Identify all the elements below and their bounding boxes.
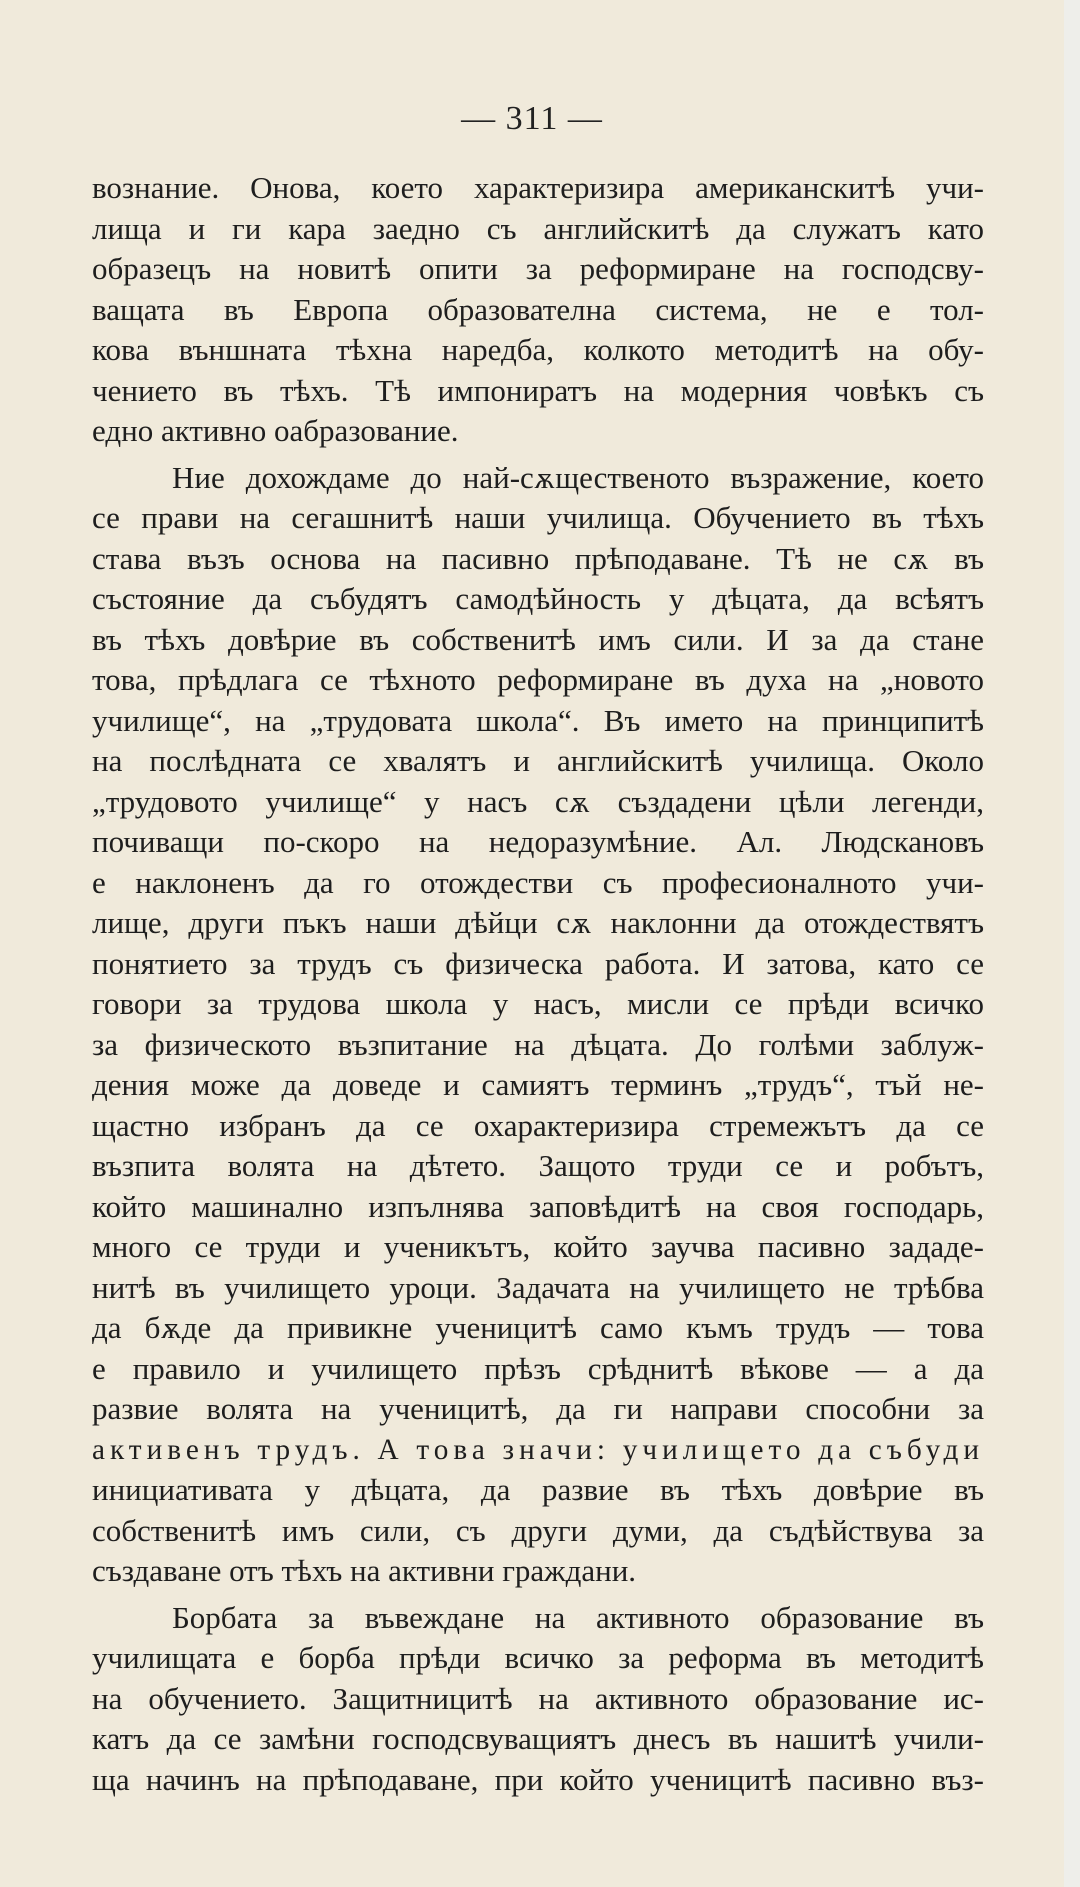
- text-line: дения може да доведе и самиятъ терминъ „трудъ“, тъй не-: [92, 1067, 984, 1102]
- text-line: ща начинъ на прѣподаване, при който ученицитѣ пасивно въз-: [92, 1761, 984, 1797]
- text-line: развие волята на ученицитѣ, да ги направи способни за: [92, 1391, 984, 1426]
- text-line: училище“, на „трудовата школа“. Въ името на принципитѣ: [92, 702, 984, 738]
- text-line: говори за трудова школа у насъ, мисли се прѣди всичко: [92, 986, 984, 1021]
- text-line: лище, други пъкъ наши дѣйци сѫ наклонни да отождествятъ: [92, 905, 984, 940]
- text-line: лища и ги кара заедно съ английскитѣ да служатъ като: [92, 210, 984, 246]
- text-line: се прави на сегашнитѣ наши училища. Обучението въ тѣхъ: [92, 500, 984, 535]
- page-number: — 311 —: [461, 100, 603, 137]
- page-edge: [1064, 0, 1080, 1887]
- text-line: училищата е борба прѣди всичко за реформа въ методитѣ: [92, 1640, 984, 1675]
- text-line: образецъ на новитѣ опити за реформиране на господсву-: [92, 251, 984, 286]
- text-line: на обучението. Защитницитѣ на активното образование ис-: [92, 1680, 984, 1716]
- text-line: инициативата у дѣцата, да развие въ тѣхъ довѣрие въ: [92, 1472, 984, 1507]
- text-line: „трудовото училище“ у насъ сѫ създадени цѣли легенди,: [92, 783, 984, 819]
- text-line: щастно избранъ да се охарактеризира стремежътъ да се: [92, 1107, 984, 1143]
- text-line: Ние дохождаме до най-сѫщественото възражение, което: [172, 459, 984, 495]
- text-line: понятието за трудъ съ физическа работа. И затова, като се: [92, 945, 984, 981]
- text-line: на послѣдната се хвалятъ и английскитѣ училища. Около: [92, 743, 984, 778]
- text-line: създаване отъ тѣхъ на активни граждани.: [92, 1553, 637, 1588]
- text-line: Борбата за въвеждане на активното образование въ: [172, 1599, 984, 1635]
- text-line: едно активно оабразование.: [92, 413, 459, 448]
- text-line: е наклоненъ да го отождестви съ професионалното учи-: [92, 864, 984, 900]
- text-line: въ тѣхъ довѣрие въ собственитѣ имъ сили. И за да стане: [92, 621, 984, 657]
- text-line: възпита волята на дѣтето. Защото труди се и робътъ,: [92, 1148, 984, 1183]
- text-line: състояние да събудятъ самодѣйность у дѣцата, да всѣятъ: [92, 581, 984, 616]
- body-text: [92, 168, 984, 1800]
- text-line: който машинално изпълнява заповѣдитѣ на своя господарь,: [92, 1188, 984, 1224]
- paragraph-3: [92, 1598, 984, 1801]
- text-line: почиващи по-скоро на недоразумѣние. Ал. Людскановъ: [92, 824, 984, 859]
- text-line: много се труди и ученикътъ, който заучва пасивно зададе-: [92, 1229, 984, 1264]
- text-line: е правило и училището прѣзъ срѣднитѣ вѣкове — а да: [92, 1350, 984, 1386]
- text-line: това, прѣдлага се тѣхното реформиране въ духа на „новото: [92, 662, 984, 697]
- text-line: за физическото възпитание на дѣцата. До голѣми заблуж-: [92, 1026, 984, 1062]
- text-line: активенъ трудъ. А това значи: училището да събуди: [92, 1433, 984, 1466]
- text-line: чението въ тѣхъ. Тѣ импониратъ на модерния човѣкъ съ: [92, 372, 984, 408]
- text-line: кова външната тѣхна наредба, колкото методитѣ на обу-: [92, 332, 984, 367]
- paragraph-1: [92, 168, 984, 452]
- paragraph-2: [92, 458, 984, 1592]
- text-line: вознание. Онова, което характеризира американскитѣ учи-: [92, 170, 984, 205]
- text-line: ващата въ Европа образователна система, не е тол-: [92, 291, 984, 327]
- text-line: да бѫде да привикне ученицитѣ само къмъ трудъ — това: [92, 1310, 984, 1345]
- text-line: нитѣ въ училището уроци. Задачата на училището не трѣбва: [92, 1269, 984, 1305]
- text-line: катъ да се замѣни господсвуващиятъ днесъ въ нашитѣ учили-: [92, 1721, 984, 1756]
- text-line: собственитѣ имъ сили, съ други думи, да съдѣйствува за: [92, 1512, 984, 1548]
- text-line: става възъ основа на пасивно прѣподаване. Тѣ не сѫ въ: [92, 540, 984, 576]
